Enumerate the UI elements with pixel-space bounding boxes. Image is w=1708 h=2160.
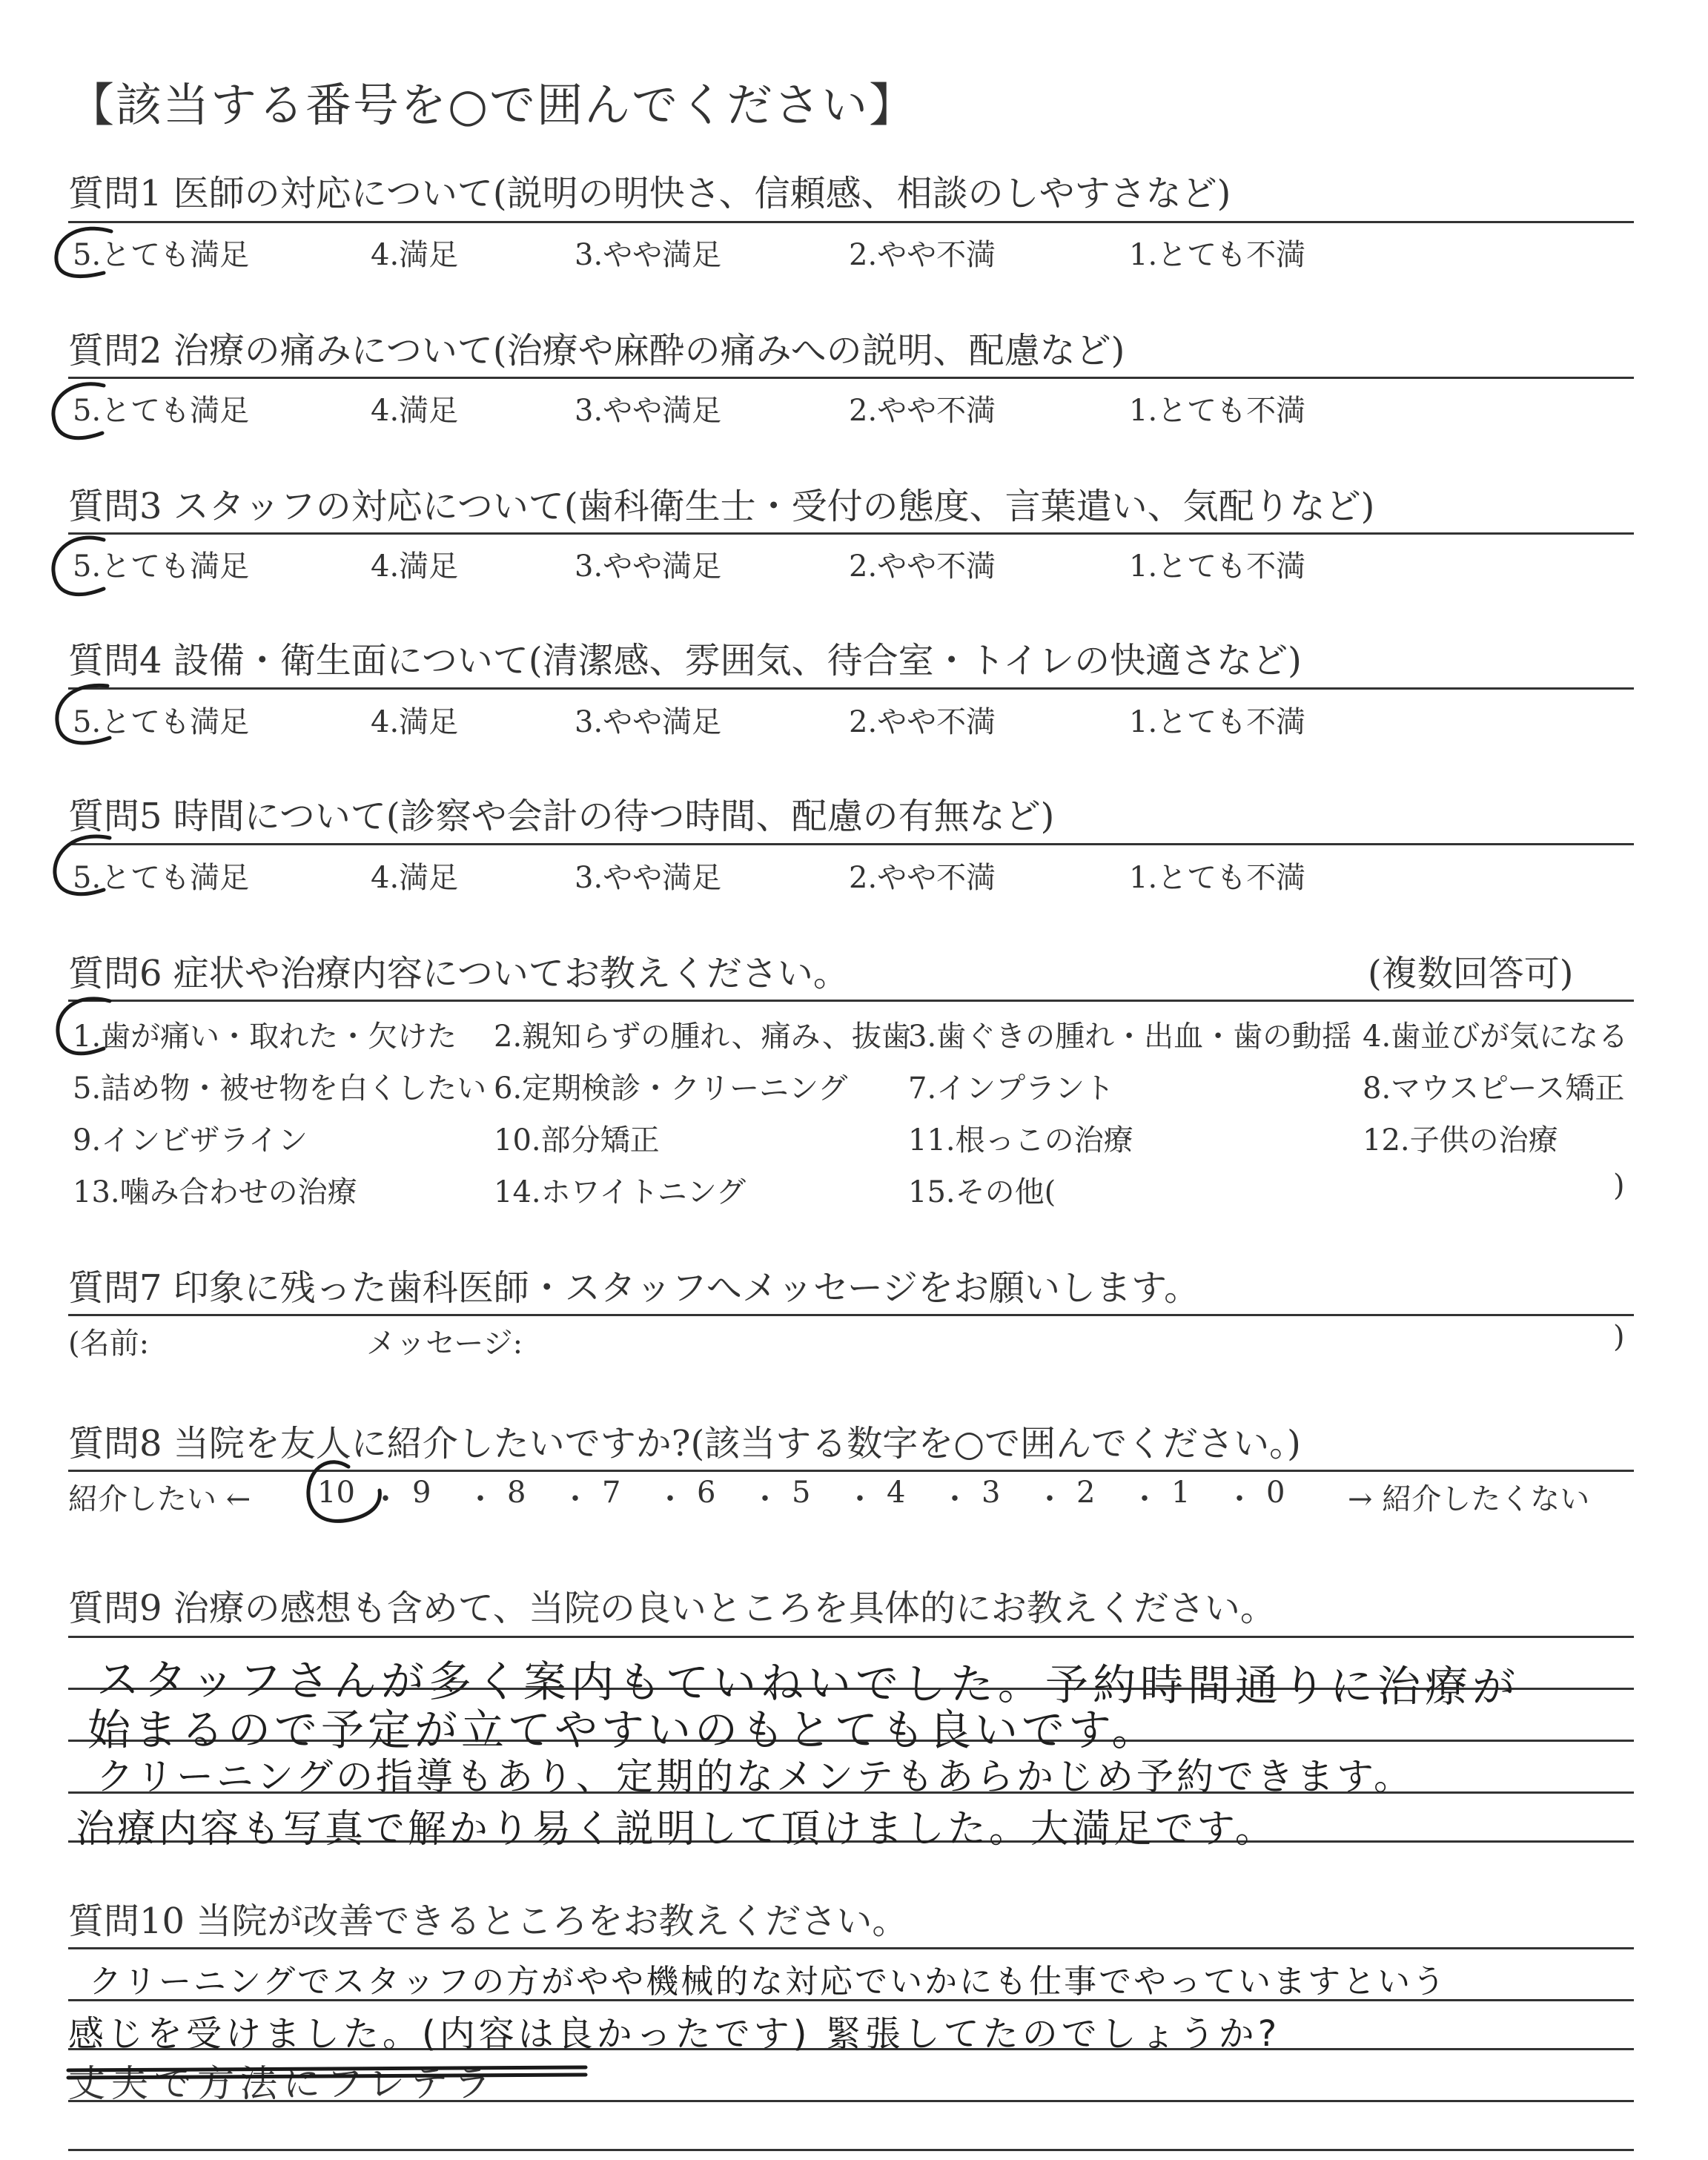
q6-option-3[interactable]: 3.歯ぐきの腫れ・出血・歯の動揺 [908,1020,1352,1054]
q6-option-11[interactable]: 11.根っこの治療 [908,1123,1133,1157]
q4-option-2[interactable]: 2.やや不満 [849,705,996,739]
q5-option-2[interactable]: 2.やや不満 [849,861,996,895]
q9-answer-line-4: 治療内容も写真で解かり易く説明して頂けました。大満足です。 [76,1807,1277,1852]
question-5-rule [68,843,1634,845]
q6-option-15[interactable]: 15.その他( [908,1175,1056,1209]
q6-option-4[interactable]: 4.歯並びが気になる [1363,1020,1629,1054]
q2-option-5[interactable]: 5.とても満足 [73,394,250,428]
question-6-note: (複数回答可) [1368,953,1574,994]
q6-option-9[interactable]: 9.インビザライン [73,1123,308,1157]
q8-scale-separator: ・ [466,1482,495,1516]
q8-scale-5[interactable]: 5 [792,1476,811,1510]
q8-scale-9[interactable]: 9 [412,1476,431,1510]
q8-scale-separator: ・ [750,1482,780,1516]
q8-scale-6[interactable]: 6 [697,1476,716,1510]
q8-scale-separator: ・ [940,1482,970,1516]
q5-option-1[interactable]: 1.とても不満 [1129,861,1306,895]
question-4-rule [68,687,1634,690]
q9-answer-line-1: スタッフさんが多く案内もていねいでした。予約時間通りに治療が [96,1654,1520,1713]
q8-scale-separator: ・ [560,1482,590,1516]
question-3-heading: 質問3 スタッフの対応について(歯科衛生士・受付の態度、言葉遣い、気配りなど) [68,486,1375,527]
q1-option-2[interactable]: 2.やや不満 [849,238,996,272]
q10-struck-line: 丈夫で方法にフレテラ [68,2062,497,2105]
q3-option-3[interactable]: 3.やや満足 [575,549,722,584]
q8-scale-0[interactable]: 0 [1266,1476,1285,1510]
q8-scale-1[interactable]: 1 [1171,1476,1191,1510]
q8-scale-2[interactable]: 2 [1076,1476,1096,1510]
q3-option-1[interactable]: 1.とても不満 [1129,549,1306,584]
q8-scale-separator: ・ [1225,1482,1254,1516]
q8-scale-separator: ・ [845,1482,875,1516]
q2-option-4[interactable]: 4.満足 [371,394,459,428]
q5-option-3[interactable]: 3.やや満足 [575,861,722,895]
q10-answer-line-2: 感じを受けました。(内容は良かったです) 緊張してたのでしょうか? [68,2013,1281,2055]
q8-scale-8[interactable]: 8 [507,1476,526,1510]
question-10-rule-1 [68,1947,1634,1949]
q6-option-12[interactable]: 12.子供の治療 [1363,1123,1558,1157]
question-2-rule [68,377,1634,379]
q8-scale-4[interactable]: 4 [887,1476,906,1510]
q8-right-label: → 紹介したくない [1348,1482,1590,1516]
q9-answer-line-2: 始まるので予定が立てやすいのもとても良いです。 [87,1705,1159,1755]
question-6-rule [68,1000,1634,1002]
q1-option-4[interactable]: 4.満足 [371,238,459,272]
q6-option-7[interactable]: 7.インプラント [908,1071,1115,1106]
question-10-heading: 質問10 当院が改善できるところをお教えください。 [68,1900,908,1942]
q8-scale-3[interactable]: 3 [982,1476,1001,1510]
page-title: 【該当する番号を○で囲んでください】 [68,78,917,132]
question-1-heading: 質問1 医師の対応について(説明の明快さ、信頼感、相談のしやすさなど) [68,173,1231,214]
question-8-rule [68,1470,1634,1472]
question-4-heading: 質問4 設備・衛生面について(清潔感、雰囲気、待合室・トイレの快適さなど) [68,640,1302,681]
q8-scale-7[interactable]: 7 [602,1476,621,1510]
q6-option-5[interactable]: 5.詰め物・被せ物を白くしたい [73,1071,487,1106]
question-7-rule [68,1314,1634,1316]
q6-option-8[interactable]: 8.マウスピース矯正 [1363,1071,1625,1106]
q8-scale-separator: ・ [371,1482,400,1516]
q4-option-5[interactable]: 5.とても満足 [73,705,250,739]
q4-option-4[interactable]: 4.満足 [371,705,459,739]
q7-message-label: メッセージ: [366,1327,523,1361]
q6-option-14[interactable]: 14.ホワイトニング [494,1175,747,1209]
q8-scale-10[interactable]: 10 [317,1476,355,1510]
question-5-heading: 質問5 時間について(診察や会計の待つ時間、配慮の有無など) [68,796,1055,837]
question-8-heading: 質問8 当院を友人に紹介したいですか?(該当する数字を○で囲んでください。) [68,1423,1301,1464]
question-6-heading: 質問6 症状や治療内容についてお教えください。 [68,953,849,994]
q3-option-2[interactable]: 2.やや不満 [849,549,996,584]
question-10-rule-5 [68,2149,1634,2151]
q2-option-3[interactable]: 3.やや満足 [575,394,722,428]
question-2-heading: 質問2 治療の痛みについて(治療や麻酔の痛みへの説明、配慮など) [68,330,1125,371]
q6-option-6[interactable]: 6.定期検診・クリーニング [494,1071,848,1106]
q6-option-2[interactable]: 2.親知らずの腫れ、痛み、抜歯 [494,1020,911,1054]
q6-option-1[interactable]: 1.歯が痛い・取れた・欠けた [73,1020,457,1054]
q6-option-15-close: ) [1613,1169,1625,1203]
q4-option-1[interactable]: 1.とても不満 [1129,705,1306,739]
q7-name-label: (名前: [68,1327,150,1361]
q1-option-3[interactable]: 3.やや満足 [575,238,722,272]
q9-answer-line-3: クリーニングの指導もあり、定期的なメンテもあらかじめ予約できます。 [96,1755,1414,1798]
question-3-rule [68,532,1634,535]
q2-option-2[interactable]: 2.やや不満 [849,394,996,428]
q3-option-4[interactable]: 4.満足 [371,549,459,584]
q6-option-13[interactable]: 13.噛み合わせの治療 [73,1175,357,1209]
q6-option-10[interactable]: 10.部分矯正 [494,1123,660,1157]
q5-option-5[interactable]: 5.とても満足 [73,861,250,895]
q8-left-label: 紹介したい ← [68,1482,251,1516]
question-1-rule [68,221,1634,223]
question-9-heading: 質問9 治療の感想も含めて、当院の良いところを具体的にお教えください。 [68,1588,1276,1629]
question-9-rule-1 [68,1636,1634,1638]
q1-option-1[interactable]: 1.とても不満 [1129,238,1306,272]
q5-option-4[interactable]: 4.満足 [371,861,459,895]
q8-scale-separator: ・ [1130,1482,1159,1516]
q8-scale-separator: ・ [1035,1482,1065,1516]
q10-answer-line-1: クリーニングでスタッフの方がやや機械的な対応でいかにも仕事でやっていますという [89,1963,1448,2001]
q4-option-3[interactable]: 3.やや満足 [575,705,722,739]
question-7-heading: 質問7 印象に残った歯科医師・スタッフへメッセージをお願いします。 [68,1267,1200,1309]
q2-option-1[interactable]: 1.とても不満 [1129,394,1306,428]
q8-scale-separator: ・ [655,1482,685,1516]
q3-option-5[interactable]: 5.とても満足 [73,549,250,584]
q7-close: ) [1613,1320,1625,1354]
q1-option-5[interactable]: 5.とても満足 [73,238,250,272]
